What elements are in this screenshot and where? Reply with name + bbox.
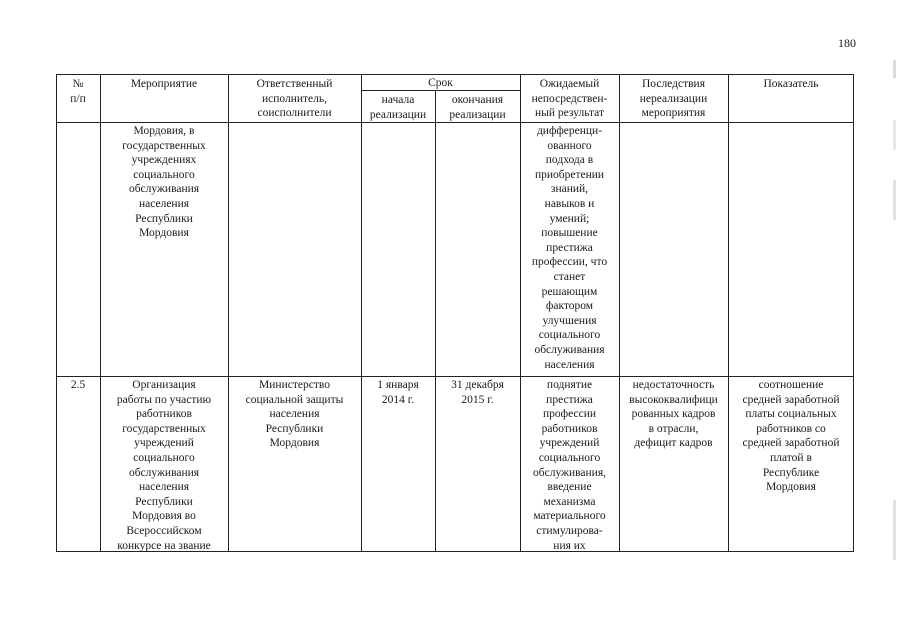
row2-event: Организация работы по участию работников государственных учреждений социального обслуживания населения Республики Мордовия во Всероссийском конкурсе на звание xyxy=(116,379,212,552)
header-expected: Ожидаемый непосредствен- ный результат xyxy=(531,78,608,120)
row2-indicator: соотношение средней заработной платы социальных работников со средней заработной платой в Республике Мордовия xyxy=(742,379,840,494)
header-responsible: Ответственный исполнитель, соисполнители xyxy=(256,78,333,120)
header-term-start: начала реализации xyxy=(369,94,427,121)
row2-expected: поднятие престижа профессии работников учреждений социального обслуживания, введение механизма материального стимулирова- ния их xyxy=(533,379,606,552)
activities-table xyxy=(56,74,854,552)
row2-responsible: Министерство социальной защиты населения Республики Мордовия xyxy=(245,379,344,450)
header-indicator: Показатель xyxy=(763,78,819,90)
row2-num: 2.5 xyxy=(70,379,86,391)
header-term: Срок xyxy=(428,77,453,89)
header-event: Мероприятие xyxy=(130,78,198,90)
scan-artifact xyxy=(893,120,896,150)
header-term-end: окончания реализации xyxy=(449,94,506,121)
scan-artifact xyxy=(893,60,896,78)
scan-artifact xyxy=(893,500,896,560)
row1-expected: дифференци- ованного подхода в приобретении знаний, навыков и умений; повышение престижа профессии, что станет решающим фактором улучшения социального обслуживания населения xyxy=(531,125,608,371)
row1-event: Мордовия, в государственных учреждениях социального обслуживания населения Республики Мордовия xyxy=(122,125,206,240)
scan-artifact xyxy=(893,180,896,220)
page-number: 180 xyxy=(838,36,856,50)
header-consequences: Последствия нереализации мероприятия xyxy=(639,78,708,120)
header-num: № п/п xyxy=(70,78,86,105)
row2-end: 31 декабря 2015 г. xyxy=(451,379,504,406)
row2-consequences: недостаточность высококвалифици рованных кадров в отрасли, дефицит кадров xyxy=(629,379,718,450)
row2-start: 1 января 2014 г. xyxy=(377,379,419,406)
